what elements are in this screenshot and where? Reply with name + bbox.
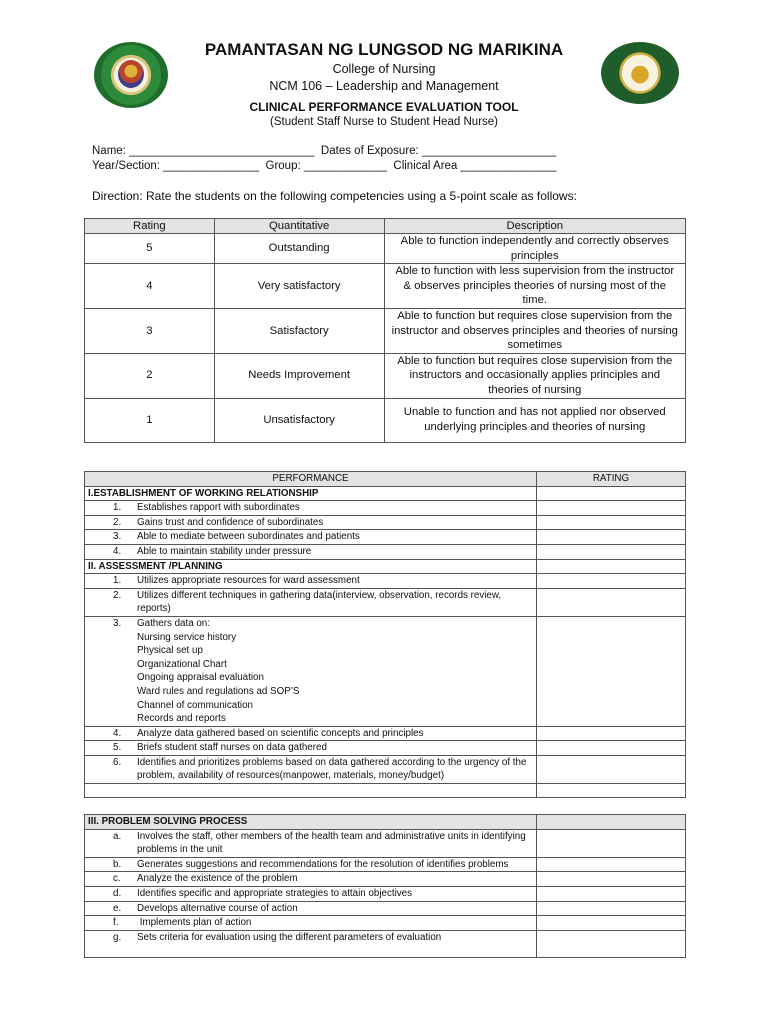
rating-cell[interactable] bbox=[537, 755, 686, 783]
section-group-area-line: Year/Section: _______________ Group: _____________ Clinical Area _______________ bbox=[92, 160, 557, 172]
rating-value: 4 bbox=[85, 264, 215, 309]
rating-value: 5 bbox=[85, 234, 215, 264]
scale-row bbox=[85, 398, 686, 442]
rating-cell[interactable] bbox=[537, 901, 686, 916]
quantitative-label: Outstanding bbox=[214, 234, 384, 264]
section-title: II. ASSESSMENT /PLANNING bbox=[85, 559, 537, 574]
rating-cell[interactable] bbox=[537, 616, 686, 726]
list-item: d. Identifies specific and appropriate strategies to attain objectives bbox=[85, 886, 537, 901]
rating-cell[interactable] bbox=[537, 588, 686, 616]
rating-cell[interactable] bbox=[537, 486, 686, 501]
document-title: CLINICAL PERFORMANCE EVALUATION TOOL bbox=[249, 100, 519, 114]
list-item: 3. Gathers data on: Nursing service history Physical set up Organizational Chart Ongoing appraisal evaluation Ward rules and regulations ad SOP’S Channel of communication Records and reports bbox=[85, 616, 537, 726]
problem-solving-table bbox=[84, 814, 686, 958]
rating-cell[interactable] bbox=[537, 857, 686, 872]
rating-description: Able to function independently and correctly observes principles bbox=[384, 234, 685, 264]
rating-cell[interactable] bbox=[537, 741, 686, 756]
rating-description: Able to function with less supervision from the instructor & observes principles theories of nursing most of the time. bbox=[384, 264, 685, 309]
list-item: 3. Able to mediate between subordinates and patients bbox=[85, 530, 537, 545]
list-item: 2. Gains trust and confidence of subordinates bbox=[85, 515, 537, 530]
quantitative-label: Needs Improvement bbox=[214, 353, 384, 398]
rating-cell[interactable] bbox=[537, 829, 686, 857]
list-item: a. Involves the staff, other members of the health team and administrative units in identifying problems in the unit bbox=[85, 829, 537, 857]
section-title: III. PROBLEM SOLVING PROCESS bbox=[85, 815, 537, 830]
gathers-sub-list bbox=[137, 631, 536, 726]
list-item: e. Develops alternative course of action bbox=[85, 901, 537, 916]
quantitative-label: Unsatisfactory bbox=[214, 398, 384, 442]
header-quantitative: Quantitative bbox=[214, 219, 384, 234]
sub-item: Ongoing appraisal evaluation bbox=[137, 672, 264, 684]
header-description: Description bbox=[384, 219, 685, 234]
rating-cell[interactable] bbox=[537, 916, 686, 931]
sub-item: Nursing service history bbox=[137, 631, 237, 643]
list-item: b. Generates suggestions and recommendations for the resolution of identifies problems bbox=[85, 857, 537, 872]
rating-description: Able to function but requires close supervision from the instructors and occasionally applies principles and theories of nursing bbox=[384, 353, 685, 398]
rating-cell[interactable] bbox=[537, 886, 686, 901]
rating-scale-table bbox=[84, 218, 686, 443]
list-item: c. Analyze the existence of the problem bbox=[85, 872, 537, 887]
header-rating: RATING bbox=[537, 472, 686, 487]
list-item: 6. Identifies and prioritizes problems based on data gathered according to the urgency of the problem, availability of resources(manpower, materials, money/budget) bbox=[85, 755, 537, 783]
rating-cell[interactable] bbox=[537, 559, 686, 574]
quantitative-label: Satisfactory bbox=[214, 308, 384, 353]
list-item: 1. Utilizes appropriate resources for ward assessment bbox=[85, 574, 537, 589]
scale-row bbox=[85, 264, 686, 309]
rating-cell[interactable] bbox=[537, 815, 686, 830]
course-title: NCM 106 – Leadership and Management bbox=[269, 79, 499, 93]
rating-value: 1 bbox=[85, 398, 215, 442]
list-item: 4. Analyze data gathered based on scientific concepts and principles bbox=[85, 726, 537, 741]
scale-row bbox=[85, 308, 686, 353]
list-item: g. Sets criteria for evaluation using the different parameters of evaluation bbox=[85, 930, 537, 957]
rating-description: Able to function but requires close supervision from the instructor and observes principles and theories of nursing sometimes bbox=[384, 308, 685, 353]
rating-value: 2 bbox=[85, 353, 215, 398]
college-name: College of Nursing bbox=[332, 62, 436, 76]
list-item: 1. Establishes rapport with subordinates bbox=[85, 501, 537, 516]
sub-item: Ward rules and regulations ad SOP’S bbox=[137, 685, 300, 697]
list-item: 5. Briefs student staff nurses on data gathered bbox=[85, 741, 537, 756]
rating-value: 3 bbox=[85, 308, 215, 353]
rating-description: Unable to function and has not applied nor observed underlying principles and theories of nursing bbox=[384, 398, 685, 442]
rating-cell[interactable] bbox=[537, 574, 686, 589]
header-rating: Rating bbox=[85, 219, 215, 234]
sub-item: Physical set up bbox=[137, 645, 203, 657]
rating-cell[interactable] bbox=[537, 544, 686, 559]
direction-text: Direction: Rate the students on the following competencies using a 5-point scale as follows: bbox=[92, 189, 577, 203]
sub-item: Organizational Chart bbox=[137, 658, 227, 670]
school-name: PAMANTASAN NG LUNGSOD NG MARIKINA bbox=[204, 40, 564, 59]
rating-cell[interactable] bbox=[537, 501, 686, 516]
scale-row bbox=[85, 353, 686, 398]
sub-item: Records and reports bbox=[137, 713, 226, 725]
rating-cell[interactable] bbox=[537, 530, 686, 545]
rating-cell[interactable] bbox=[537, 872, 686, 887]
rating-cell[interactable] bbox=[537, 784, 686, 798]
header-performance: PERFORMANCE bbox=[85, 472, 537, 487]
document-subtitle: (Student Staff Nurse to Student Head Nurse) bbox=[270, 116, 498, 128]
section-title: I.ESTABLISHMENT OF WORKING RELATIONSHIP bbox=[85, 486, 537, 501]
rating-cell[interactable] bbox=[537, 930, 686, 957]
name-dates-line: Name: _____________________________ Dates of Exposure: _____________________ bbox=[92, 145, 557, 157]
rating-cell[interactable] bbox=[537, 515, 686, 530]
rating-cell[interactable] bbox=[537, 726, 686, 741]
list-item: 2. Utilizes different techniques in gathering data(interview, observation, records review, reports) bbox=[85, 588, 537, 616]
sub-item: Channel of communication bbox=[137, 699, 253, 711]
performance-table bbox=[84, 471, 686, 798]
list-item: f. Implements plan of action bbox=[85, 916, 537, 931]
scale-row bbox=[85, 234, 686, 264]
list-item: 4. Able to maintain stability under pressure bbox=[85, 544, 537, 559]
blank-row bbox=[85, 784, 537, 798]
quantitative-label: Very satisfactory bbox=[214, 264, 384, 309]
